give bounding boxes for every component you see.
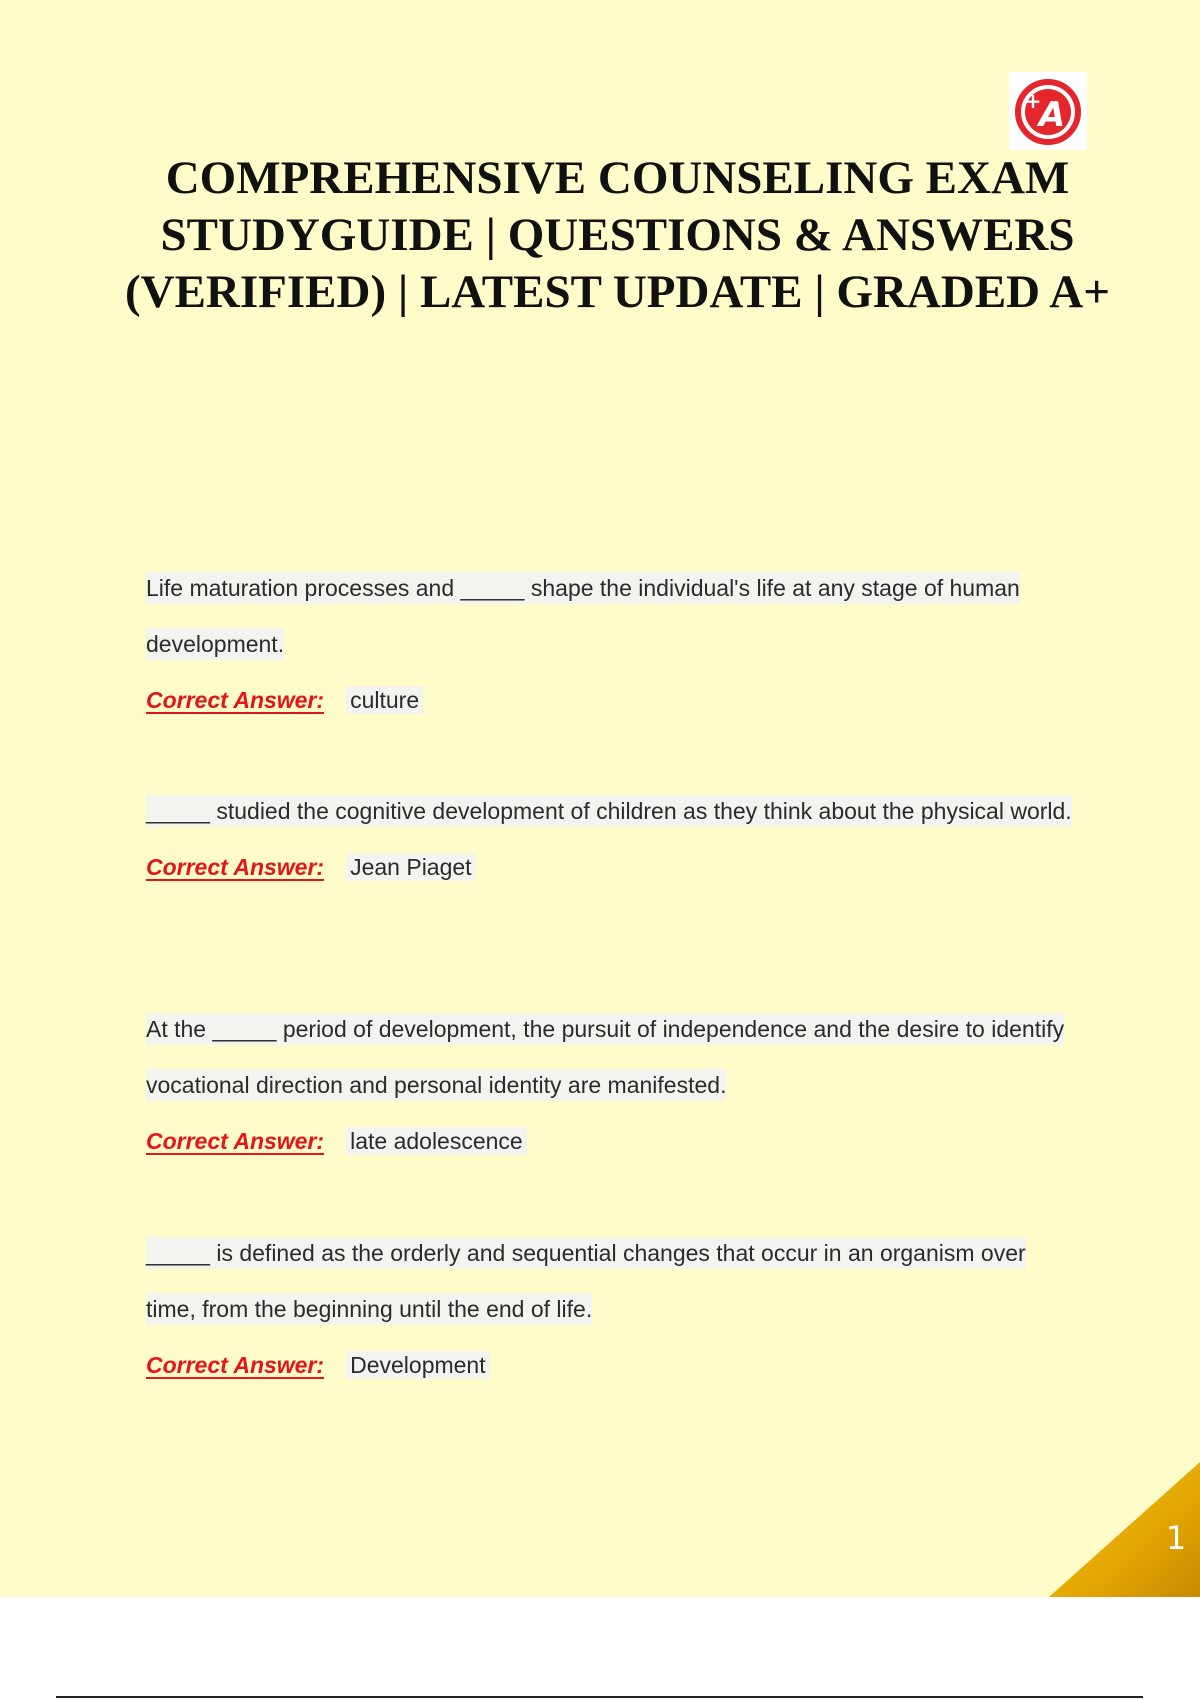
correct-answer-label: Correct Answer:	[146, 687, 325, 713]
question-text: Life maturation processes and _____ shape the individual's life at any stage of human development.	[146, 575, 1020, 657]
question-text: _____ is defined as the orderly and sequential changes that occur in an organism over time, from the beginning until the end of life.	[146, 1240, 1026, 1322]
answer-text: culture	[346, 686, 423, 714]
question-text: _____ studied the cognitive development of children as they think about the physical world.	[146, 798, 1072, 824]
correct-answer-label: Correct Answer:	[146, 1352, 325, 1378]
document-title: COMPREHENSIVE COUNSELING EXAM STUDYGUIDE | QUESTIONS & ANSWERS (VERIFIED) | LATEST UPDATE | GRADED A+	[124, 152, 1110, 318]
correct-answer-label: Correct Answer:	[146, 1128, 325, 1154]
page-number: 1	[1165, 1519, 1187, 1557]
footer-divider	[56, 1696, 1143, 1698]
question-text: At the _____ period of development, the pursuit of independence and the desire to identify vocational direction and personal identity are manifested.	[146, 1016, 1065, 1098]
correct-answer-label: Correct Answer:	[146, 854, 325, 880]
answer-text: Development	[346, 1351, 490, 1379]
answer-text: late adolescence	[346, 1127, 527, 1155]
svg-text:+: +	[1024, 89, 1042, 113]
answer-text: Jean Piaget	[346, 853, 475, 881]
svg-text:A: A	[1038, 95, 1066, 135]
